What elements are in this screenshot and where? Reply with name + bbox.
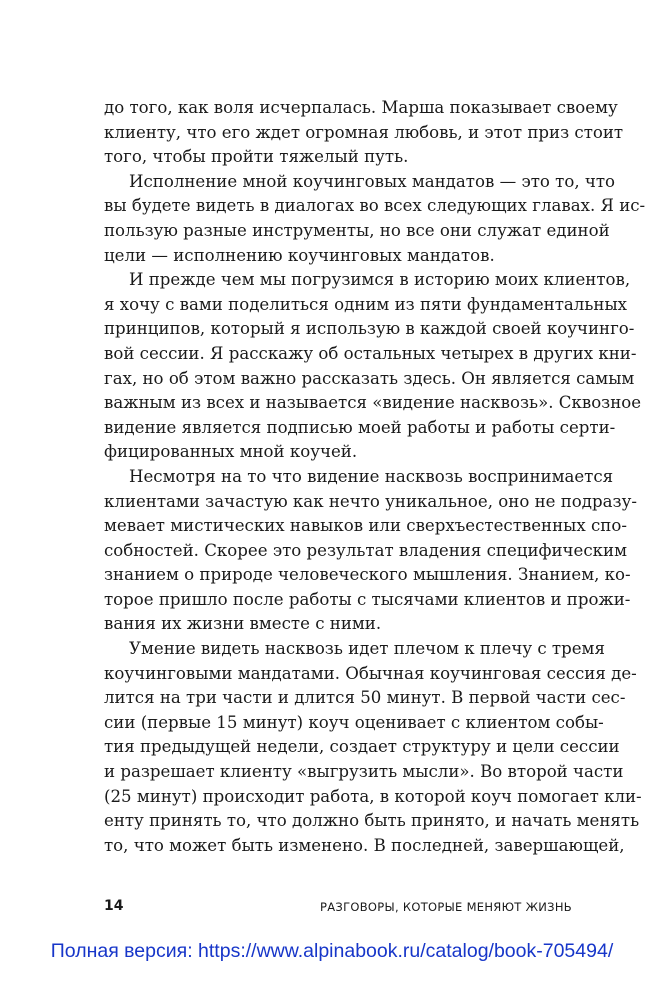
paragraph: [104, 96, 624, 170]
text-line: тия предыдущей недели, создает структуру и цели сессии: [104, 737, 620, 757]
text-line: видение является подписью моей работы и работы серти-: [104, 417, 616, 437]
text-line: фицированных мной коучей.: [104, 442, 358, 462]
full-version-link[interactable]: https://www.alpinabook.ru/catalog/book-705494/: [198, 940, 614, 962]
text-line: вы будете видеть в диалогах во всех следующих главах. Я ис-: [104, 196, 646, 216]
text-line: то, что может быть изменено. В последней, завершающей,: [104, 835, 625, 855]
text-line: того, чтобы пройти тяжелый путь.: [104, 147, 409, 167]
text-line: принципов, который я использую в каждой своей коучинго-: [104, 319, 635, 339]
text-line: сии (первые 15 минут) коуч оценивает с клиентом собы-: [104, 712, 604, 732]
text-line: Умение видеть насквозь идет плечом к плечу с тремя: [129, 639, 605, 659]
page-footer: [104, 898, 572, 918]
full-version-label: Полная версия:: [50, 940, 199, 962]
text-line: цели — исполнению коучинговых мандатов.: [104, 245, 495, 265]
paragraph: [104, 465, 637, 637]
text-line: и разрешает клиенту «выгрузить мысли». Во второй части: [104, 762, 624, 782]
text-line: знанием о природе человеческого мышления. Знанием, ко-: [104, 565, 631, 585]
text-line: важным из всех и называется «видение насквозь». Сквозное: [104, 393, 642, 413]
text-line: коучинговыми мандатами. Обычная коучинговая сессия де-: [104, 663, 637, 683]
text-line: И прежде чем мы погрузимся в историю моих клиентов,: [129, 270, 631, 290]
text-line: пользую разные инструменты, но все они служат единой: [104, 220, 610, 240]
paragraph: [104, 268, 642, 465]
text-line: лится на три части и длится 50 минут. В первой части сес-: [104, 688, 626, 708]
text-line: гах, но об этом важно рассказать здесь. Он является самым: [104, 368, 635, 388]
text-line: мевает мистических навыков или сверхъестественных спо-: [104, 516, 627, 536]
text-line: енту принять то, что должно быть принято, и начать менять: [104, 811, 640, 831]
body-text: [104, 96, 646, 858]
text-line: Несмотря на то что видение насквозь воспринимается: [129, 466, 614, 486]
page-number: 14: [104, 898, 124, 914]
text-line: Исполнение мной коучинговых мандатов — это то, что: [129, 171, 616, 191]
text-line: вой сессии. Я расскажу об остальных четырех в других кни-: [104, 343, 637, 363]
text-line: (25 минут) происходит работа, в которой коуч помогает кли-: [104, 786, 642, 806]
text-line: я хочу с вами поделиться одним из пяти фундаментальных: [104, 294, 628, 314]
text-line: клиенту, что его ждет огромная любовь, и этот приз стоит: [104, 122, 624, 142]
paragraph: [104, 170, 646, 268]
text-line: вания их жизни вместе с ними.: [104, 614, 382, 634]
text-line: торое пришло после работы с тысячами клиентов и прожи-: [104, 589, 631, 609]
text-line: собностей. Скорее это результат владения специфическим: [104, 540, 627, 560]
text-line: клиентами зачастую как нечто уникальное, оно не подразу-: [104, 491, 637, 511]
running-title: РАЗГОВОРЫ, КОТОРЫЕ МЕНЯЮТ ЖИЗНЬ: [320, 900, 572, 914]
full-version-banner: [0, 940, 664, 963]
text-line: до того, как воля исчерпалась. Марша показывает своему: [104, 98, 618, 117]
paragraph: [104, 637, 642, 858]
